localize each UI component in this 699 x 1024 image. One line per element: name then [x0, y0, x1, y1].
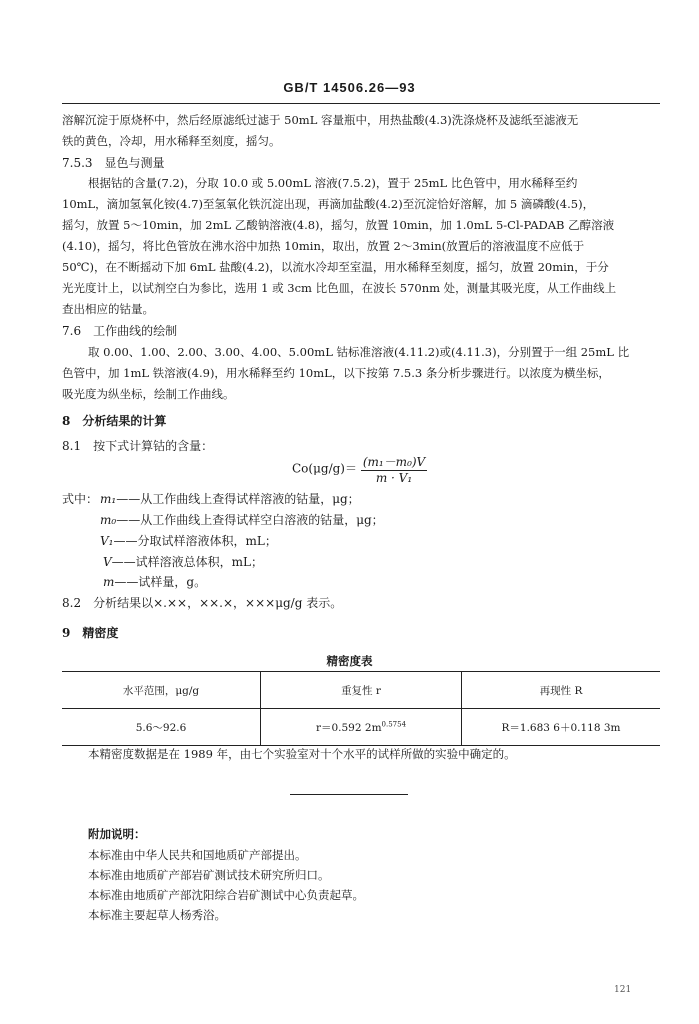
- section-8-heading: 8 分析结果的计算: [62, 414, 167, 428]
- note-line: 本标准由中华人民共和国地质矿产部提出。: [88, 848, 307, 862]
- symbol-description: ——试样溶液总体积，mL；: [111, 555, 264, 569]
- symbol-description: ——从工作曲线上查得试样溶液的钴量，μg；: [116, 492, 360, 506]
- symbol-description: ——试样量，g。: [114, 575, 207, 589]
- paragraph-line: 50℃)，在不断摇动下加 6mL 盐酸(4.2)，以流水冷却至室温，用水稀释至刻度，摇匀，放置 20min，于分: [62, 260, 609, 274]
- table-cell: [261, 709, 462, 746]
- symbol: V₁: [100, 534, 114, 548]
- paragraph-line: (4.10)，摇匀，将比色管放在沸水浴中加热 10min，取出，放置 2～3min(放置后的溶液温度不应低于: [62, 239, 585, 253]
- paragraph-line: 10mL，滴加氢氧化铵(4.7)至氢氧化铁沉淀出现，再滴加盐酸(4.2)至沉淀恰好溶解，加 5 滴磷酸(4.5)，: [62, 197, 595, 211]
- where-item: [100, 511, 384, 528]
- cobalt-formula: [292, 453, 427, 485]
- where-item: [100, 532, 277, 549]
- section-9-heading: 9 精密度: [62, 626, 119, 640]
- symbol: V: [103, 555, 112, 569]
- symbol: m₀: [100, 513, 117, 527]
- paragraph-line: 色管中，加 1mL 铁溶液(4.9)，用水稀释至约 10mL，以下按第 7.5.3 条分析步骤进行。以浓度为横坐标，: [62, 366, 610, 380]
- paragraph-line: 摇匀，放置 5～10min，加 2mL 乙酸钠溶液(4.8)，摇匀，放置 10min，加 1.0mL 5-Cl-PADAB 乙醇溶液: [62, 218, 615, 232]
- table-header-cell: 水平范围，μg/g: [62, 672, 261, 709]
- note-line: 本标准由地质矿产部岩矿测试技术研究所归口。: [88, 868, 330, 882]
- paragraph-line: 取 0.00、1.00、2.00、3.00、4.00、5.00mL 钴标准溶液(4.11.2)或(4.11.3)，分别置于一组 25mL 比: [88, 345, 630, 359]
- repeatability-value: r＝0.592 2m: [315, 721, 382, 734]
- paragraph-line: 光光度计上，以试剂空白为参比，选用 1 或 3cm 比色皿，在波长 570nm 处，测量其吸光度，从工作曲线上: [62, 281, 617, 295]
- where-item: [103, 553, 263, 570]
- symbol-description: ——从工作曲线上查得试样空白溶液的钴量，μg；: [116, 513, 384, 527]
- section-8-2: 8.2 分析结果以×.××，××.×，×××μg/g 表示。: [62, 596, 343, 610]
- formula-lhs: Co(μg/g)＝: [292, 461, 357, 476]
- paragraph-line: 根据钴的含量(7.2)，分取 10.0 或 5.00mL 溶液(7.5.2)，置于 25mL 比色管中，用水稀释至约: [88, 176, 578, 190]
- formula-denominator: m · V₁: [375, 471, 413, 485]
- table-caption: 精密度表: [326, 654, 373, 668]
- precision-table: [62, 671, 660, 746]
- paragraph-line: 溶解沉淀于原烧杯中，然后经原滤纸过滤于 50mL 容量瓶中，用热盐酸(4.3)洗涤烧杯及滤纸至滤液无: [62, 113, 579, 127]
- symbol-description: ——分取试样溶液体积，mL；: [113, 534, 277, 548]
- section-7-6-heading: 7.6 工作曲线的绘制: [62, 324, 178, 338]
- table-header-row: [62, 672, 660, 709]
- exponent: 0.5754: [381, 720, 407, 728]
- table-cell: 5.6～92.6: [62, 709, 261, 746]
- symbol: m₁: [100, 492, 117, 506]
- table-header-cell: 再现性 R: [462, 672, 661, 709]
- section-8-1: 8.1 按下式计算钴的含量：: [62, 439, 214, 453]
- where-item: [103, 573, 206, 590]
- standard-code-header: GB/T 14506.26—93: [283, 80, 416, 95]
- paragraph-line: 铁的黄色，冷却，用水稀释至刻度，摇匀。: [62, 134, 281, 148]
- page-number: 121: [614, 985, 632, 995]
- notes-heading: 附加说明：: [88, 827, 146, 841]
- paragraph-line: 查出相应的钴量。: [62, 302, 154, 316]
- end-rule: [290, 794, 408, 795]
- where-label: 式中：: [62, 492, 99, 506]
- table-row: [62, 709, 660, 746]
- header-rule: [62, 103, 660, 104]
- precision-note: 本精密度数据是在 1989 年，由七个实验室对十个水平的试样所做的实验中确定的。: [88, 747, 516, 761]
- note-line: 本标准主要起草人杨秀浴。: [88, 908, 226, 922]
- formula-fraction: [361, 453, 427, 485]
- symbol: m: [103, 575, 115, 589]
- paragraph-line: 吸光度为纵坐标，绘制工作曲线。: [62, 387, 235, 401]
- note-line: 本标准由地质矿产部沈阳综合岩矿测试中心负责起草。: [88, 888, 364, 902]
- table-header-cell: 重复性 r: [261, 672, 462, 709]
- formula-numerator: (m₁－m₀)V: [362, 455, 426, 469]
- section-7-5-3-heading: 7.5.3 显色与测量: [62, 156, 165, 170]
- table-cell: R＝1.683 6＋0.118 3m: [462, 709, 661, 746]
- where-item: [100, 490, 360, 507]
